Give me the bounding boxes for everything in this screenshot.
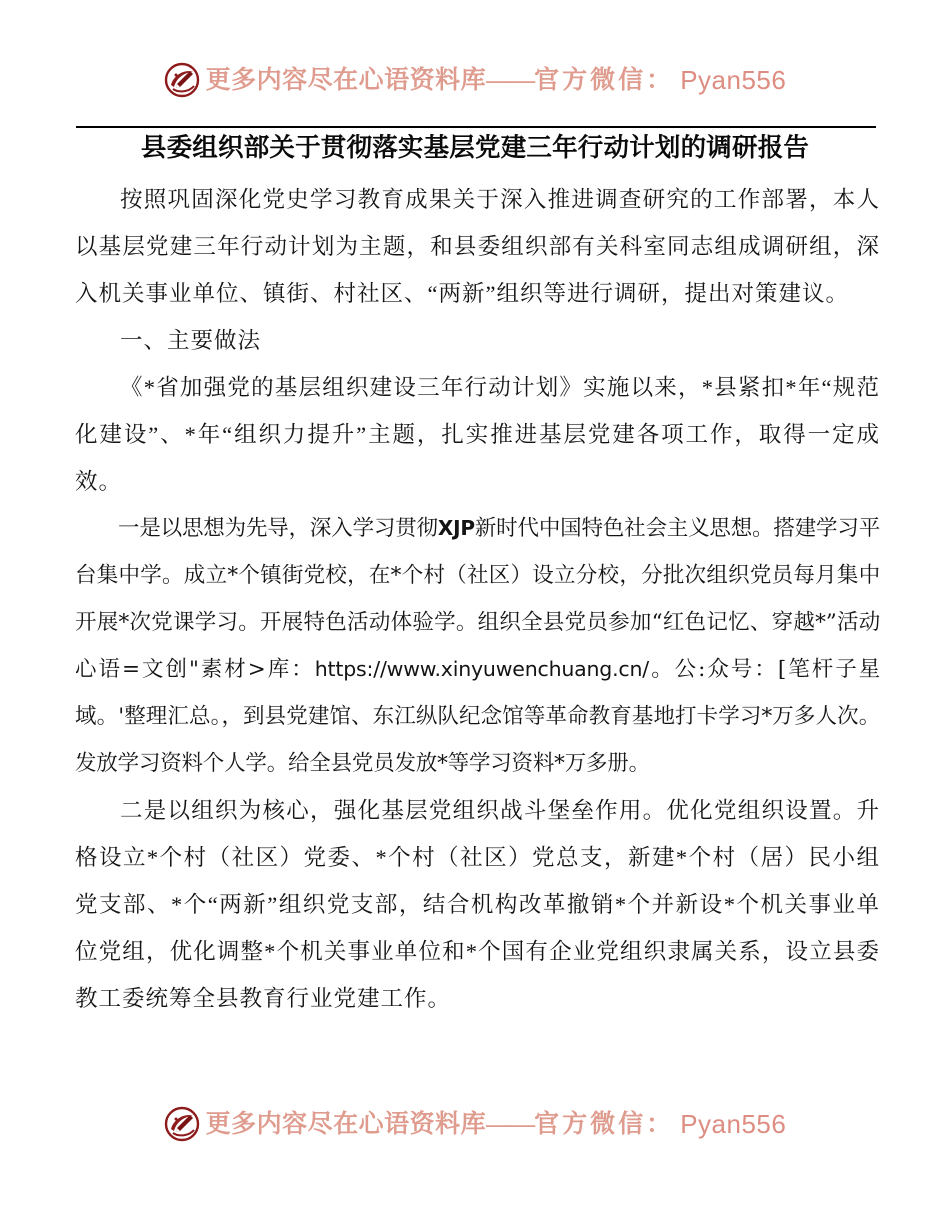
watermark-separator: —— [486,1110,535,1138]
paragraph-point-2: 二是以组织为核心，强化基层党组织战斗堡垒作用。优化党组织设置。升格设立*个村（社区）党委、*个村（社区）党总支，新建*个村（居）民小组党支部、*个“两新”组织党支部，结合机构改革撤销*个并新设*个机关事业单位党组，优化调整*个机关事业单位和*个国有企业党组织隶属关系，设立县委教工委统筹全县教育行业党建工作。 [75,798,880,1011]
watermark-text [206,1112,675,1137]
section-heading-main-practices: 一、主要做法 [120,328,262,353]
document-body [75,176,880,1022]
watermark-main-text: 更多内容尽在心语资料库 [205,66,487,94]
point-1-text-c: 。公:众号：[笔杆子星域。'整理汇总。，到县党建馆、东江纵队纪念馆等革命教育基地打卡学习*万多人次。发放学习资料个人学。给全县党员发放*等学习资料*万多册。 [75,657,880,776]
watermark-text [206,68,675,93]
page-title: 县委组织部关于贯彻落实基层党建三年行动计划的调研报告 [140,133,810,162]
watermark-main-text: 更多内容尽在心语资料库 [205,1110,487,1138]
title-top-rule [76,126,876,128]
header-watermark [0,62,950,98]
point-1-url[interactable]: https://www.xinyuwenchuang.cn/ [314,657,650,681]
point-1-text-b: 新时代中国特色社会主义思想。搭建学习平台集中学。成立*个镇街党校，在*个村（社区）设立分校，分批次组织党员每月集中开展*次党课学习。开展特色活动体验学。组织全县党员参加“红色记忆、穿越*”活动心语=文创"素材>库： [75,516,880,682]
point-1-acronym: XJP [437,516,475,540]
watermark-wechat-id: Pyan556 [680,1109,787,1139]
paragraph-point-1 [75,505,880,787]
watermark-wechat-label: 官方微信： [534,1110,675,1138]
watermark-wechat-label: 官方微信： [534,66,675,94]
point-1-text-a: 一是以思想为先导，深入学习贯彻 [118,516,438,541]
watermark-wechat-id: Pyan556 [680,65,787,95]
brush-circle-logo-icon [164,1106,200,1142]
paragraph-section-1-lead: 《*省加强党的基层组织建设三年行动计划》实施以来，*县紧扣*年“规范化建设”、*年“组织力提升”主题，扎实推进基层党建各项工作，取得一定成效。 [75,375,880,494]
footer-watermark [0,1106,950,1142]
brush-circle-logo-icon [164,62,200,98]
watermark-separator: —— [486,66,535,94]
paragraph-intro: 按照巩固深化党史学习教育成果关于深入推进调查研究的工作部署，本人以基层党建三年行动计划为主题，和县委组织部有关科室同志组成调研组，深入机关事业单位、镇街、村社区、“两新”组织等进行调研，提出对策建议。 [75,187,880,306]
